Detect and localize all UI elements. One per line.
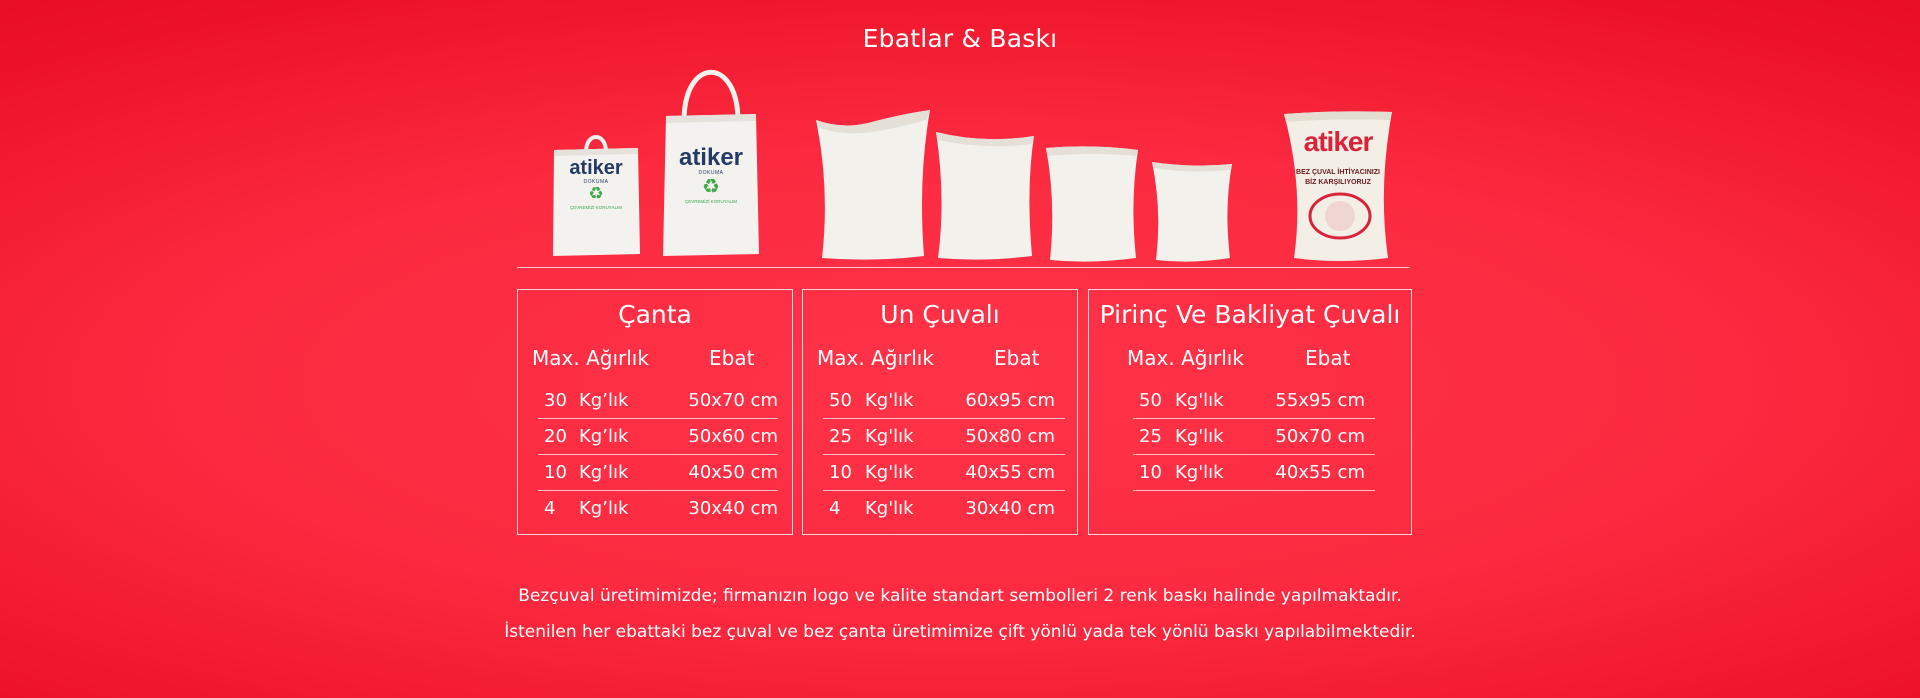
- row-size: 60x95 cm: [965, 390, 1055, 411]
- row-unit: Kg'lık: [865, 498, 914, 519]
- row-size: 50x70 cm: [688, 390, 778, 411]
- page-title: Ebatlar & Baskı: [862, 24, 1058, 53]
- sack-slogan-2: BİZ KARŞILIYORUZ: [1305, 179, 1371, 186]
- col-header-weight: Max. Ağırlık: [817, 346, 934, 370]
- table-row: [823, 455, 1065, 491]
- row-divider: [1133, 490, 1375, 491]
- row-qty: 30: [544, 390, 567, 411]
- footer-text-2: İstenilen her ebattaki bez çuval ve bez çanta üretimimize çift yönlü yada tek yönlü baskı yapılabilmektedir.: [504, 622, 1416, 642]
- row-qty: 50: [829, 390, 852, 411]
- table-title: Un Çuvalı: [880, 300, 1000, 329]
- table-row: [1133, 383, 1375, 419]
- table-row: [823, 419, 1065, 455]
- row-unit: Kg'lık: [1175, 390, 1224, 411]
- product-gallery: [0, 0, 1920, 270]
- row-qty: 25: [1139, 426, 1162, 447]
- row-unit: Kg'lık: [1175, 462, 1224, 483]
- row-qty: 4: [544, 498, 556, 519]
- row-unit: Kg'lık: [865, 390, 914, 411]
- row-size: 30x40 cm: [688, 498, 778, 519]
- row-size: 55x95 cm: [1275, 390, 1365, 411]
- bag-logo: atiker: [569, 157, 623, 179]
- product-bag-small: [552, 132, 640, 256]
- table-row: [823, 491, 1065, 527]
- table-row: [538, 455, 778, 491]
- row-unit: Kg’lık: [579, 426, 629, 447]
- row-qty: 4: [829, 498, 841, 519]
- recycle-icon: ♻: [702, 174, 720, 198]
- sack-shape-icon: [814, 108, 932, 260]
- recycle-icon: ♻: [588, 184, 604, 204]
- col-header-weight: Max. Ağırlık: [532, 346, 649, 370]
- row-unit: Kg’lık: [579, 390, 629, 411]
- row-unit: Kg'lık: [1175, 426, 1224, 447]
- col-header-size: Ebat: [709, 346, 755, 370]
- col-header-size: Ebat: [994, 346, 1040, 370]
- sack-shape-icon: [1044, 142, 1140, 262]
- product-sack-50kg: [814, 108, 932, 260]
- product-sack-10kg: [1044, 142, 1140, 262]
- table-row: [538, 419, 778, 455]
- row-qty: 20: [544, 426, 567, 447]
- row-size: 50x60 cm: [688, 426, 778, 447]
- row-unit: Kg'lık: [865, 462, 914, 483]
- table-row: [823, 383, 1065, 419]
- sack-shape-icon: [934, 128, 1036, 260]
- table-un-cuvali: [802, 289, 1078, 535]
- table-row: [538, 383, 778, 419]
- row-qty: 10: [1139, 462, 1162, 483]
- col-header-weight: Max. Ağırlık: [1127, 346, 1244, 370]
- row-size: 50x80 cm: [965, 426, 1055, 447]
- table-row: [1133, 455, 1375, 491]
- row-size: 30x40 cm: [965, 498, 1055, 519]
- footer-text-1: Bezçuval üretimimizde; firmanızın logo ve kalite standart sembolleri 2 renk baskı halinde yapılmaktadır.: [518, 586, 1402, 606]
- row-qty: 50: [1139, 390, 1162, 411]
- product-bag-large: [662, 66, 760, 256]
- row-unit: Kg'lık: [865, 426, 914, 447]
- row-size: 40x55 cm: [1275, 462, 1365, 483]
- row-qty: 10: [544, 462, 567, 483]
- bag-logo-sub: DOKUMA: [583, 179, 609, 185]
- row-qty: 10: [829, 462, 852, 483]
- table-pirinc-bakliyat-cuvali: [1088, 289, 1412, 535]
- row-qty: 25: [829, 426, 852, 447]
- sack-slogan-1: BEZ ÇUVAL İHTİYACINIZI: [1296, 169, 1380, 176]
- table-row: [1133, 419, 1375, 455]
- bag-note: ÇEVREMİZİ KORUYALIM: [570, 205, 622, 210]
- table-title: Pirinç Ve Bakliyat Çuvalı: [1099, 300, 1401, 329]
- bag-logo: atiker: [678, 144, 744, 171]
- row-unit: Kg’lık: [579, 498, 629, 519]
- gallery-divider: [517, 267, 1410, 268]
- row-size: 40x50 cm: [688, 462, 778, 483]
- table-row: [538, 491, 778, 527]
- row-size: 50x70 cm: [1275, 426, 1365, 447]
- table-title: Çanta: [618, 300, 692, 329]
- bag-logo-sub: DOKUMA: [698, 170, 724, 176]
- col-header-size: Ebat: [1305, 346, 1351, 370]
- table-canta: [517, 289, 793, 535]
- sack-shape-icon: [1150, 158, 1234, 262]
- row-size: 40x55 cm: [965, 462, 1055, 483]
- product-sack-4kg: [1150, 158, 1234, 262]
- product-sack-printed: [1280, 108, 1396, 262]
- product-sack-25kg: [934, 128, 1036, 260]
- row-unit: Kg’lık: [579, 462, 629, 483]
- bag-note: ÇEVREMİZİ KORUYALIM: [685, 199, 737, 204]
- sack-logo: atiker: [1303, 126, 1373, 157]
